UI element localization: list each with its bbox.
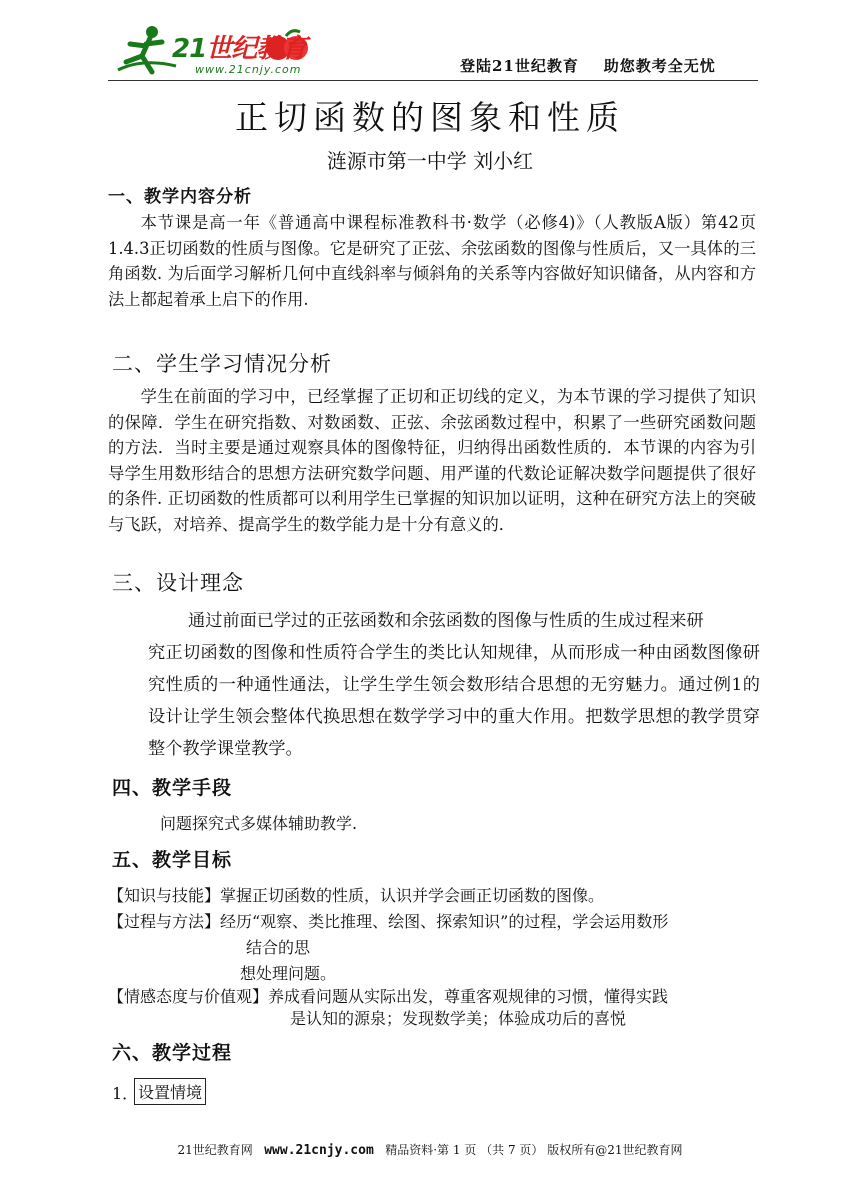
section-5-heading: 五、教学目标: [112, 849, 233, 871]
section-1-body: [108, 210, 756, 312]
goal-attitude-line-1: 【情感态度与价值观】养成看问题从实际出发，尊重客观规律的习惯，懂得实践: [108, 987, 669, 1006]
goal-process-line-1: 【过程与方法】经历“观察、类比推理、绘图、探索知识”的过程，学会运用数形: [108, 912, 669, 931]
document-title: 正切函数的图象和性质: [235, 98, 625, 137]
goal-knowledge: 【知识与技能】掌握正切函数的性质，认识并学会画正切函数的图像。: [108, 886, 605, 905]
footer-website[interactable]: www.21cnjy.com: [264, 1143, 374, 1158]
section-4-heading: 四、教学手段: [112, 777, 233, 799]
section-2-heading: 二、学生学习情况分析: [112, 352, 332, 376]
section-3-heading: 三、设计理念: [112, 571, 244, 595]
section-2-body: [108, 384, 756, 538]
section-3-body: [148, 605, 760, 765]
section-2-paragraph: 学生在前面的学习中，已经掌握了正切和正切线的定义，为本节课的学习提供了知识的保障．学生在研究指数、对数函数、正弦、余弦函数过程中，积累了一些研究函数问题的方法．当时主要是通过观察具体的图像特征，归纳得出函数性质的．本节课的内容为引导学生用数形结合的思想方法研究数学问题、用严谨的代数论证解决数学问题提供了很好的条件. 正切函数的性质都可以利用学生已掌握的知识加以证明，这种在研究方法上的突破与飞跃，对培养、提高学生的数学能力是十分有意义的．: [108, 387, 756, 534]
logo-text: 21世纪教育: [172, 34, 307, 64]
goal-attitude-line-2: 是认知的源泉；发现数学美；体验成功后的喜悦: [290, 1009, 627, 1028]
logo-url: www.21cnjy.com: [195, 63, 302, 76]
header-slogan: 登陆21世纪教育 助您教考全无忧: [460, 57, 716, 75]
section-1-heading: 一、教学内容分析: [108, 187, 252, 207]
footer-left: 21世纪教育网: [177, 1143, 265, 1157]
document-author: 涟源市第一中学 刘小红: [326, 149, 534, 173]
footer-right: 精品资料·第 1 页 （共 7 页） 版权所有@21世纪教育网: [373, 1143, 683, 1157]
section-1-paragraph: 本节课是高一年《普通高中课程标准教科书·数学（必修4)》（人教版A版）第42页1.4.3正切函数的性质与图像。它是研究了正弦、余弦函数的图像与性质后，又一具体的三角函数. 为后面学习解析几何中直线斜率与倾斜角的关系等内容做好知识储备，从内容和方法上都起着承上启下的作用.: [108, 213, 756, 309]
goal-process-line-2: 结合的思: [246, 938, 311, 957]
step-label-box: 设置情境: [134, 1078, 206, 1105]
header-divider: [108, 80, 758, 81]
goal-process-line-3: 想处理问题。: [240, 964, 337, 983]
teaching-method-text: 问题探究式多媒体辅助教学.: [160, 814, 358, 833]
section-3-line-1: 通过前面已学过的正弦函数和余弦函数的图像与性质的生成过程来研: [188, 611, 704, 631]
section-6-heading: 六、教学过程: [112, 1042, 233, 1064]
section-3-rest: 究正切函数的图像和性质符合学生的类比认知规律，从而形成一种由函数图像研究性质的一种通性通法，让学生学生领会数形结合思想的无穷魅力。通过例1的设计让学生领会整体代换思想在数学学习中的重大作用。把数学思想的教学贯穿整个教学课堂教学。: [148, 643, 760, 759]
page-footer: [0, 1141, 860, 1158]
step-number: 1．: [112, 1084, 139, 1103]
